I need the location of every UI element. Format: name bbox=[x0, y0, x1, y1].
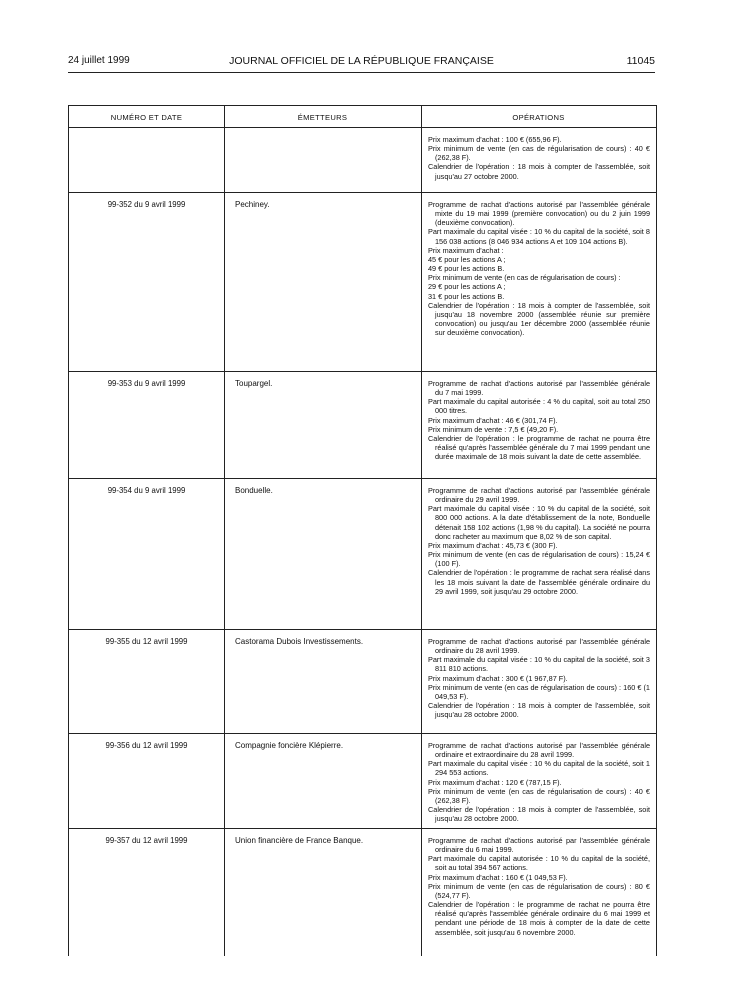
operation-line: Calendrier de l'opération : 18 mois à compter de l'assemblée, soit jusqu'au 18 novembre 2000 (assemblée réunie sur première convocation) ou jusqu'au 1er décembre 2000 (assemblée réunie sur deuxième convocation). bbox=[428, 300, 650, 338]
operation-line: Prix minimum de vente (en cas de régularisation de cours) : 80 € (524,77 F). bbox=[428, 881, 650, 900]
column-header-emetteurs: ÉMETTEURS bbox=[297, 113, 348, 122]
header-rule bbox=[68, 72, 655, 73]
numero-cell: 99-353 du 9 avril 1999 bbox=[107, 379, 186, 388]
table-row bbox=[69, 372, 656, 479]
emetteur-cell: Castorama Dubois Investissements. bbox=[235, 637, 364, 646]
journal-title: JOURNAL OFFICIEL DE LA RÉPUBLIQUE FRANÇAISE bbox=[229, 55, 494, 67]
operation-line: Part maximale du capital visée : 10 % du capital de la société, soit 1 294 553 actions. bbox=[428, 759, 650, 778]
operation-line: Prix minimum de vente : 7,5 € (49,20 F). bbox=[428, 424, 559, 434]
operation-line: Calendrier de l'opération : 18 mois à compter de l'assemblée, soit jusqu'au 27 octobre 2000. bbox=[428, 162, 650, 181]
table-row bbox=[69, 829, 656, 956]
operation-line: Programme de rachat d'actions autorisé par l'assemblée générale ordinaire du 29 avril 1999. bbox=[428, 486, 650, 505]
operation-line: 31 € pour les actions B. bbox=[428, 291, 505, 301]
numero-cell: 99-355 du 12 avril 1999 bbox=[105, 637, 188, 646]
operation-line: Prix minimum de vente (en cas de régularisation de cours) : 40 € (262,38 F). bbox=[428, 786, 650, 805]
operation-line: Prix maximum d'achat : bbox=[428, 245, 504, 255]
emetteur-cell: Bonduelle. bbox=[235, 486, 273, 495]
operation-line: Part maximale du capital autorisée : 4 % du capital, soit au total 250 000 titres. bbox=[428, 397, 650, 416]
operations-cell bbox=[428, 637, 650, 719]
emetteur-cell: Compagnie foncière Klépierre. bbox=[235, 741, 344, 750]
operation-line: Prix maximum d'achat : 100 € (655,96 F). bbox=[428, 135, 562, 144]
numero-cell: 99-357 du 12 avril 1999 bbox=[105, 836, 188, 845]
table-row bbox=[69, 734, 656, 829]
operation-line: Prix maximum d'achat : 45,73 € (300 F). bbox=[428, 540, 558, 550]
numero-cell: 99-356 du 12 avril 1999 bbox=[105, 741, 188, 750]
operation-line: Prix minimum de vente (en cas de régularisation de cours) : bbox=[428, 273, 621, 283]
operation-line: Calendrier de l'opération : le programme de rachat ne pourra être réalisé qu'après l'assemblée générale ordinaire du 6 mai 1999 et pendant une période de 18 mois à compter de la date de cette assemblée, soit jusqu'au 6 novembre 2000. bbox=[428, 900, 650, 937]
operation-line: 45 € pour les actions A ; bbox=[428, 254, 506, 264]
numero-cell: 99-354 du 9 avril 1999 bbox=[107, 486, 186, 495]
operation-line: Programme de rachat d'actions autorisé par l'assemblée générale du 7 mai 1999. bbox=[428, 379, 650, 398]
operation-line: Part maximale du capital autorisée : 10 % du capital de la société, soit au total 394 567 actions. bbox=[428, 854, 650, 873]
operations-table bbox=[68, 105, 657, 956]
operation-line: 49 € pour les actions B. bbox=[428, 264, 505, 274]
table-row bbox=[69, 479, 656, 630]
numero-cell: 99-352 du 9 avril 1999 bbox=[107, 200, 186, 209]
table-header bbox=[69, 106, 656, 128]
page-number: 11045 bbox=[626, 55, 655, 67]
header-date: 24 juillet 1999 bbox=[68, 55, 130, 66]
operations-cell bbox=[428, 741, 650, 823]
operation-line: Programme de rachat d'actions autorisé par l'assemblée générale ordinaire et extraordinaire du 28 avril 1999. bbox=[428, 741, 650, 760]
column-header-numero: NUMÉRO ET DATE bbox=[110, 113, 183, 122]
operation-line: Calendrier de l'opération : le programme de rachat sera réalisé dans les 18 mois suivant la date de l'assemblée générale ordinaire du 29 avril 1999, soit jusqu'au 29 octobre 2000. bbox=[428, 568, 650, 596]
operation-line: Prix maximum d'achat : 120 € (787,15 F). bbox=[428, 777, 562, 787]
operation-line: Prix minimum de vente (en cas de régularisation de cours) : 40 € (262,38 F). bbox=[428, 144, 650, 163]
emetteur-cell: Toupargel. bbox=[235, 379, 273, 388]
operation-line: Prix maximum d'achat : 160 € (1 049,53 F). bbox=[428, 872, 568, 882]
operation-line: Part maximale du capital visée : 10 % du capital de la société, soit 3 811 810 actions. bbox=[428, 655, 650, 674]
operations-cell bbox=[428, 135, 650, 181]
page-header bbox=[68, 55, 655, 69]
column-header-operations: OPÉRATIONS bbox=[512, 113, 565, 122]
table-row bbox=[69, 128, 656, 193]
operation-line: Calendrier de l'opération : 18 mois à compter de l'assemblée, soit jusqu'au 28 octobre 2000. bbox=[428, 701, 650, 720]
operation-line: Calendrier de l'opération : 18 mois à compter de l'assemblée, soit jusqu'au 28 octobre 2000. bbox=[428, 805, 650, 824]
operation-line: Prix maximum d'achat : 300 € (1 967,87 F). bbox=[428, 673, 568, 683]
emetteur-cell: Pechiney. bbox=[235, 200, 270, 209]
operation-line: Part maximale du capital visée : 10 % du capital de la société, soit 800 000 actions. A la date d'établissement de la note, Bonduelle détenait 158 102 actions (1,98 % du capital). La société ne pourra donc racheter au maximum que 8,02 % de son capital. bbox=[428, 504, 650, 541]
operations-cell bbox=[428, 200, 650, 337]
operation-line: Programme de rachat d'actions autorisé par l'assemblée générale mixte du 19 mai 1999 (première convocation) ou du 2 juin 1999 (deuxième convocation). bbox=[428, 200, 650, 228]
operation-line: Prix minimum de vente (en cas de régularisation de cours) : 15,24 € (100 F). bbox=[428, 550, 650, 569]
operation-line: Calendrier de l'opération : le programme de rachat ne pourra être réalisé qu'après l'assemblée générale du 7 mai 1999 pendant une durée maximale de 18 mois suivant la date de cette assemblée. bbox=[428, 433, 650, 462]
table-row bbox=[69, 630, 656, 734]
operation-line: Part maximale du capital visée : 10 % du capital de la société, soit 8 156 038 actions (8 046 934 actions A et 109 104 actions B). bbox=[428, 227, 650, 246]
operation-line: Prix maximum d'achat : 46 € (301,74 F). bbox=[428, 415, 558, 425]
operation-line: 29 € pour les actions A ; bbox=[428, 282, 506, 292]
operations-cell bbox=[428, 379, 650, 461]
operation-line: Programme de rachat d'actions autorisé par l'assemblée générale ordinaire du 6 mai 1999. bbox=[428, 836, 650, 855]
table-row bbox=[69, 193, 656, 372]
emetteur-cell: Union financière de France Banque. bbox=[235, 836, 364, 845]
operation-line: Prix minimum de vente (en cas de régularisation de cours) : 160 € (1 049,53 F). bbox=[428, 682, 650, 701]
operations-cell bbox=[428, 486, 650, 596]
operations-cell bbox=[428, 836, 650, 937]
operation-line: Programme de rachat d'actions autorisé par l'assemblée générale ordinaire du 28 avril 1999. bbox=[428, 637, 650, 656]
